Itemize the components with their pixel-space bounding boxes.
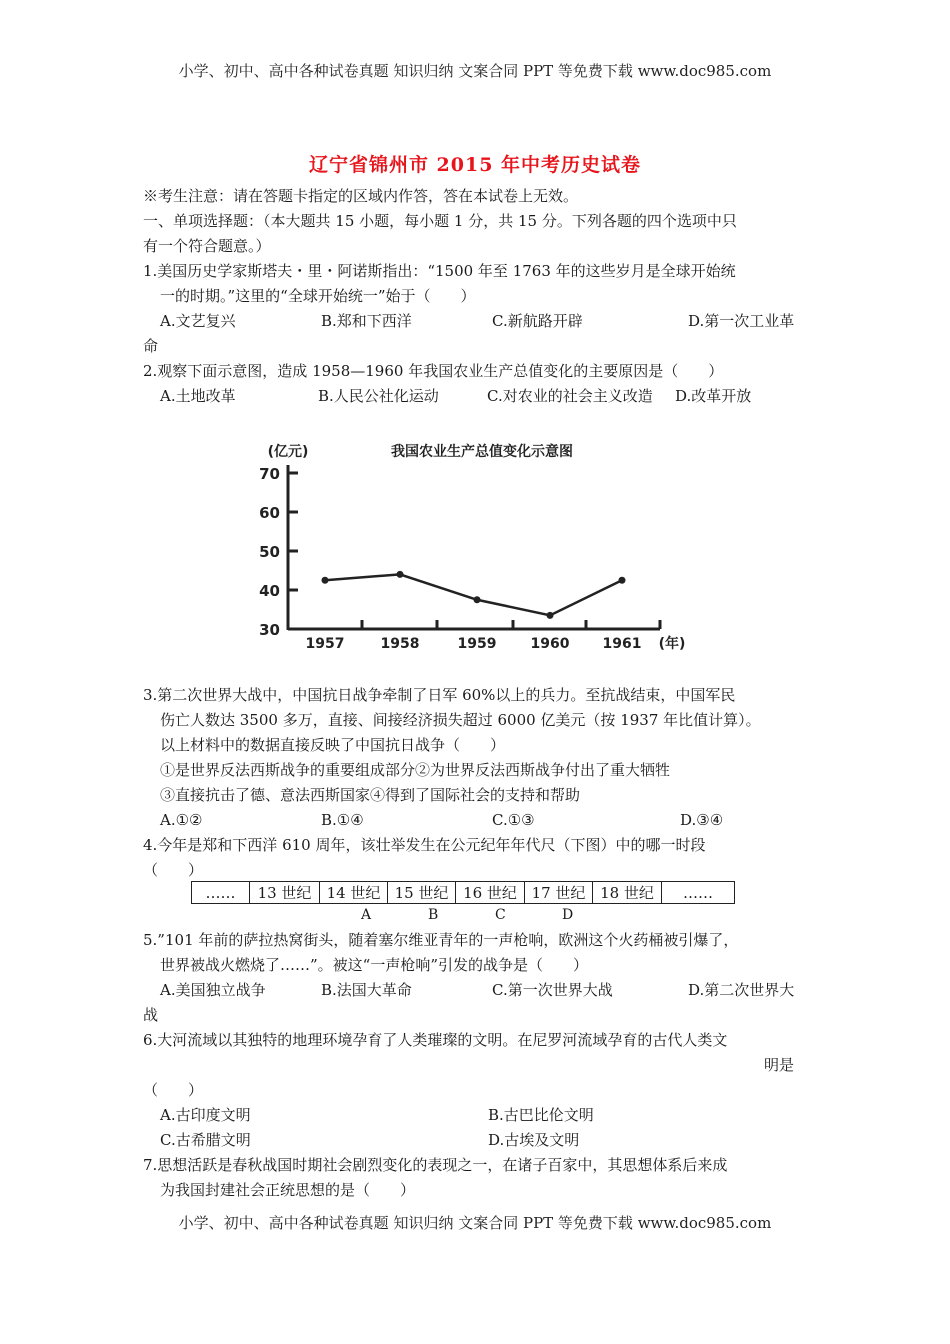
q5-option-c: C.第一次世界大战 (492, 981, 613, 999)
q2-option-c: C.对农业的社会主义改造 (487, 387, 653, 405)
data-point (322, 577, 329, 584)
q3-statements-1: ①是世界反法西斯战争的重要组成部分②为世界反法西斯战争付出了重大牺牲 (160, 761, 671, 779)
data-point (547, 612, 554, 619)
chart-x-label: (年) (658, 636, 686, 652)
series-line (325, 574, 622, 615)
q6-option-c: C.古希腊文明 (160, 1131, 251, 1149)
q6-answer-blank: （ ） (143, 1081, 204, 1099)
y-tick-label: 50 (259, 543, 280, 561)
q1-option-a: A.文艺复兴 (160, 312, 236, 330)
exam-title: 辽宁省锦州市 2015 年中考历史试卷 (308, 154, 642, 176)
x-tick-label: 1958 (380, 636, 420, 652)
section-heading-cont: 有一个符合题意。） (143, 237, 271, 255)
q5-option-d: D.第二次世界大 (688, 981, 795, 999)
q5-stem: 5.”101 年前的萨拉热窝街头，随着塞尔维亚青年的一声枪响，欧洲这个火药桶被引爆了， (143, 931, 739, 949)
q2-option-b: B.人民公社化运动 (318, 387, 439, 405)
q4-stem-cont: （ ） (143, 861, 204, 879)
q6-stem-cont: 明是 (764, 1056, 795, 1074)
q1-option-b: B.郑和下西洋 (321, 312, 412, 330)
section-heading: 一、单项选择题：（本大题共 15 小题，每小题 1 分，共 15 分。下列各题的四个选项中只 (143, 212, 737, 230)
q5-option-d-wrap: 战 (143, 1006, 159, 1024)
data-point (619, 577, 626, 584)
q5-stem-cont: 世界被战火燃烧了……”。被这“一声枪响”引发的战争是（ ） (160, 956, 589, 974)
data-point (397, 571, 404, 578)
page-header: 小学、初中、高中各种试卷真题 知识归纳 文案合同 PPT 等免费下载 www.doc985.com (178, 62, 772, 80)
q5-option-b: B.法国大革命 (321, 981, 412, 999)
data-point (474, 596, 481, 603)
century-timeline (191, 881, 735, 904)
q3-stem: 3.第二次世界大战中，中国抗日战争牵制了日军 60%以上的兵力。至抗战结束，中国军民 (143, 686, 736, 704)
timeline-cell: …… (662, 882, 735, 904)
q3-option-b: B.①④ (321, 811, 364, 829)
q3-stem-cont1: 伤亡人数达 3500 多万，直接、间接经济损失超过 6000 亿美元（按 1937 年比值计算）。 (160, 711, 761, 729)
q1-option-c: C.新航路开辟 (492, 312, 583, 330)
q7-stem: 7.思想活跃是春秋战国时期社会剧烈变化的表现之一，在诸子百家中，其思想体系后来成 (143, 1156, 728, 1174)
chart-title: 我国农业生产总值变化示意图 (391, 444, 573, 460)
timeline-mark-c: C (495, 907, 506, 923)
chart-y-label: (亿元) (267, 444, 309, 460)
timeline-cell: 17 世纪 (525, 882, 593, 904)
x-tick-label: 1960 (530, 636, 570, 652)
q7-stem-cont: 为我国封建社会正统思想的是（ ） (160, 1181, 416, 1199)
q1-stem-cont: 一的时期。”这里的“全球开始统一”始于（ ） (160, 287, 476, 305)
q4-stem: 4.今年是郑和下西洋 610 周年，该壮举发生在公元纪年年代尺（下图）中的哪一时段 (143, 836, 706, 854)
q1-option-d: D.第一次工业革 (688, 312, 795, 330)
notice: ※考生注意：请在答题卡指定的区域内作答，答在本试卷上无效。 (143, 187, 579, 205)
y-tick-label: 60 (259, 504, 280, 522)
timeline-cell: 16 世纪 (456, 882, 525, 904)
x-tick-label: 1957 (305, 636, 345, 652)
page-footer: 小学、初中、高中各种试卷真题 知识归纳 文案合同 PPT 等免费下载 www.doc985.com (178, 1214, 772, 1232)
timeline-mark-b: B (428, 907, 439, 923)
q3-option-d: D.③④ (680, 811, 724, 829)
timeline-cell: 13 世纪 (250, 882, 320, 904)
timeline-mark-d: D (562, 907, 574, 923)
q3-option-a: A.①② (160, 811, 203, 829)
q2-option-d: D.改革开放 (675, 387, 752, 405)
q5-option-a: A.美国独立战争 (160, 981, 266, 999)
y-tick-label: 40 (259, 582, 280, 600)
q3-stem-cont2: 以上材料中的数据直接反映了中国抗日战争（ ） (160, 736, 506, 754)
x-tick-label: 1959 (457, 636, 497, 652)
timeline-mark-a: A (361, 907, 372, 923)
y-tick-label: 30 (259, 621, 280, 639)
q3-statements-2: ③直接抗击了德、意法西斯国家④得到了国际社会的支持和帮助 (160, 786, 581, 804)
q1-stem: 1.美国历史学家斯塔夫・里・阿诺斯指出：“1500 年至 1763 年的这些岁月是全球开始统 (143, 262, 736, 280)
x-tick-label: 1961 (602, 636, 642, 652)
timeline-cell: 18 世纪 (593, 882, 662, 904)
q3-option-c: C.①③ (492, 811, 535, 829)
timeline-cell: 15 世纪 (388, 882, 456, 904)
q6-option-b: B.古巴比伦文明 (488, 1106, 594, 1124)
q6-option-a: A.古印度文明 (160, 1106, 251, 1124)
q6-stem: 6.大河流域以其独特的地理环境孕育了人类璀璨的文明。在尼罗河流域孕育的古代人类文 (143, 1031, 728, 1049)
q1-option-d-wrap: 命 (143, 337, 159, 355)
timeline-cell: …… (192, 882, 250, 904)
q6-option-d: D.古埃及文明 (488, 1131, 580, 1149)
y-tick-label: 70 (259, 465, 280, 483)
q2-option-a: A.土地改革 (160, 387, 236, 405)
q2-stem: 2.观察下面示意图，造成 1958—1960 年我国农业生产总值变化的主要原因是（ ） (143, 362, 724, 380)
timeline-cell: 14 世纪 (320, 882, 388, 904)
